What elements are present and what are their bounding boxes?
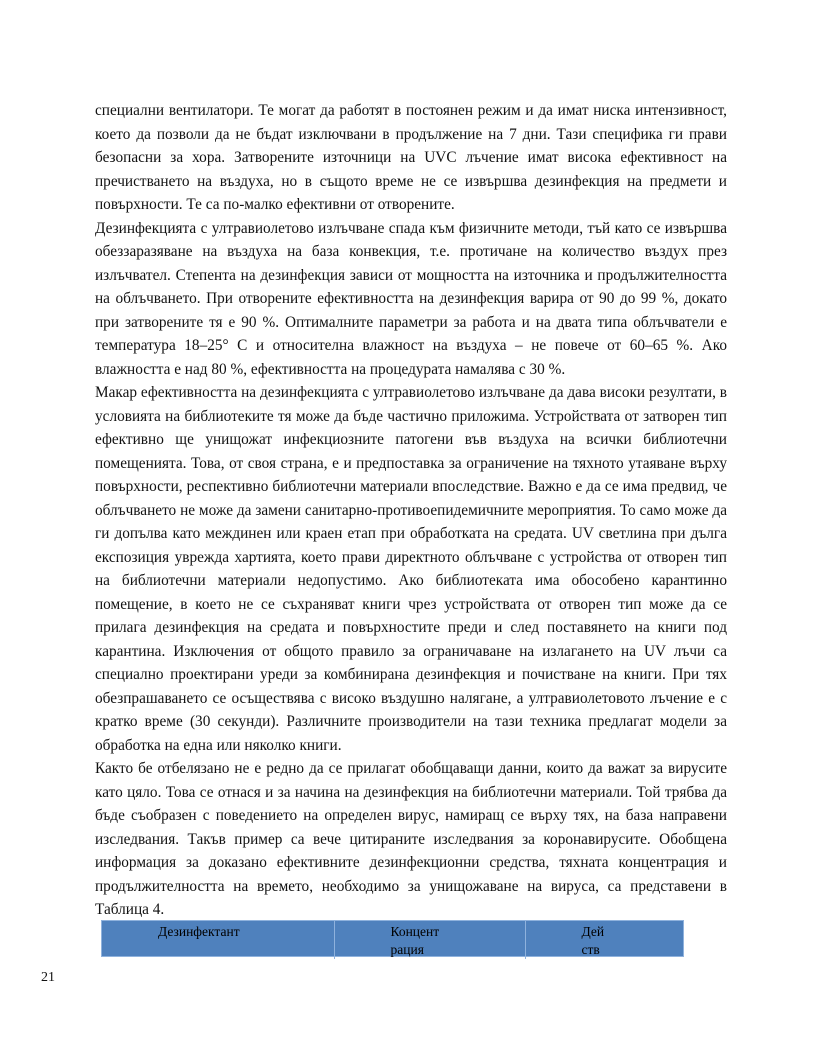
table-header-concentration-line2: рация xyxy=(390,942,424,957)
table-header-action-line2: ств xyxy=(581,942,600,957)
table-header-disinfectant-label: Дезинфектант xyxy=(158,924,240,939)
page-body xyxy=(95,99,727,922)
disinfectants-table xyxy=(101,920,684,957)
table-header-action-line1: Дей xyxy=(581,924,605,939)
paragraph: Както бе отбелязано не е редно да се прилагат обобщаващи данни, които да важат за вирусите като цяло. Това се отнася и за начина на дезинфекция на библиотечни материали. Той трябва да бъде съобразен с поведението на определен вирус, намиращ се върху тях, на база направени изследвания. Такъв пример са вече цитираните изследвания за коронавирусите. Обобщена информация за доказано ефективните дезинфекционни средства, тяхната концентрация и продължителността на времето, необходимо за унищожаване на вируса, са представени в Таблица 4. xyxy=(95,760,727,918)
table-header-row xyxy=(102,921,683,959)
paragraph: Макар ефективността на дезинфекцията с ултравиолетово излъчване да дава високи резултати, в условията на библиотеките тя може да бъде частично приложима. Устройствата от затворен тип ефективно ще унищожат инфекциозните патогени във въздуха на всички библиотечни помещенията. Това, от своя страна, е и предпоставка за ограничение на тяхното утаяване върху повърхности, респективно библиотечни материали впоследствие. Важно е да се има предвид, че облъчването не може да замени санитарно-противоепидемичните мероприятия. То само може да ги допълва като междинен или краен етап при обработката на средата. UV светлина при дълга експозиция уврежда хартията, което прави директното облъчване с устройства от отворен тип на библиотечни материали недопустимо. Ако библиотеката има обособено карантинно помещение, в което не се съхраняват книги чрез устройствата от отворен тип може да се прилага дезинфекция на средата и повърхностите преди и след поставянето на книги под карантина. Изключения от общото правило за ограничаване на излагането на UV лъчи са специално проектирани уреди за комбинирана дезинфекция и почистване на книги. При тях обезпрашаването се осъществява с високо въздушно налягане, а ултравиолетовото лъчение е с кратко време (30 секунди). Различните производители на тази техника предлагат модели за обработка на една или няколко книги. xyxy=(95,384,727,754)
page-number: 21 xyxy=(41,970,55,985)
paragraph: Дезинфекцията с ултравиолетово излъчване спада към физичните методи, тъй като се извършва обеззаразяване на въздуха на база конвекция, т.е. протичане на количество въздух през излъчвател. Степента на дезинфекция зависи от мощността на източника и продължителността на облъчването. При отворените ефективността на дезинфекция варира от 90 до 99 %, докато при затворените тя е 90 %. Оптималните параметри за работа и на двата типа облъчватели е температура 18–25° С и относителна влажност на въздуха – не повече от 60–65 %. Ако влажността е над 80 %, ефективността на процедурата намалява с 30 %. xyxy=(95,219,727,378)
table-header-concentration-line1: Концент xyxy=(390,924,440,939)
table-header-action xyxy=(525,921,683,959)
table-grid xyxy=(102,921,683,959)
paragraph: специални вентилатори. Те могат да работят в постоянен режим и да имат ниска интензивност, което да позволи да не бъдат изключвани в продължение на 7 дни. Тази специфика ги прави безопасни за хора. Затворените източници на UVC лъчение имат висока ефективност на пречистването на въздуха, но в същото време не се извършва дезинфекция на предмети и повърхности. Те са по-малко ефективни от отворените. xyxy=(95,102,727,213)
table-header-concentration xyxy=(334,921,525,959)
table-header-disinfectant xyxy=(102,921,334,959)
